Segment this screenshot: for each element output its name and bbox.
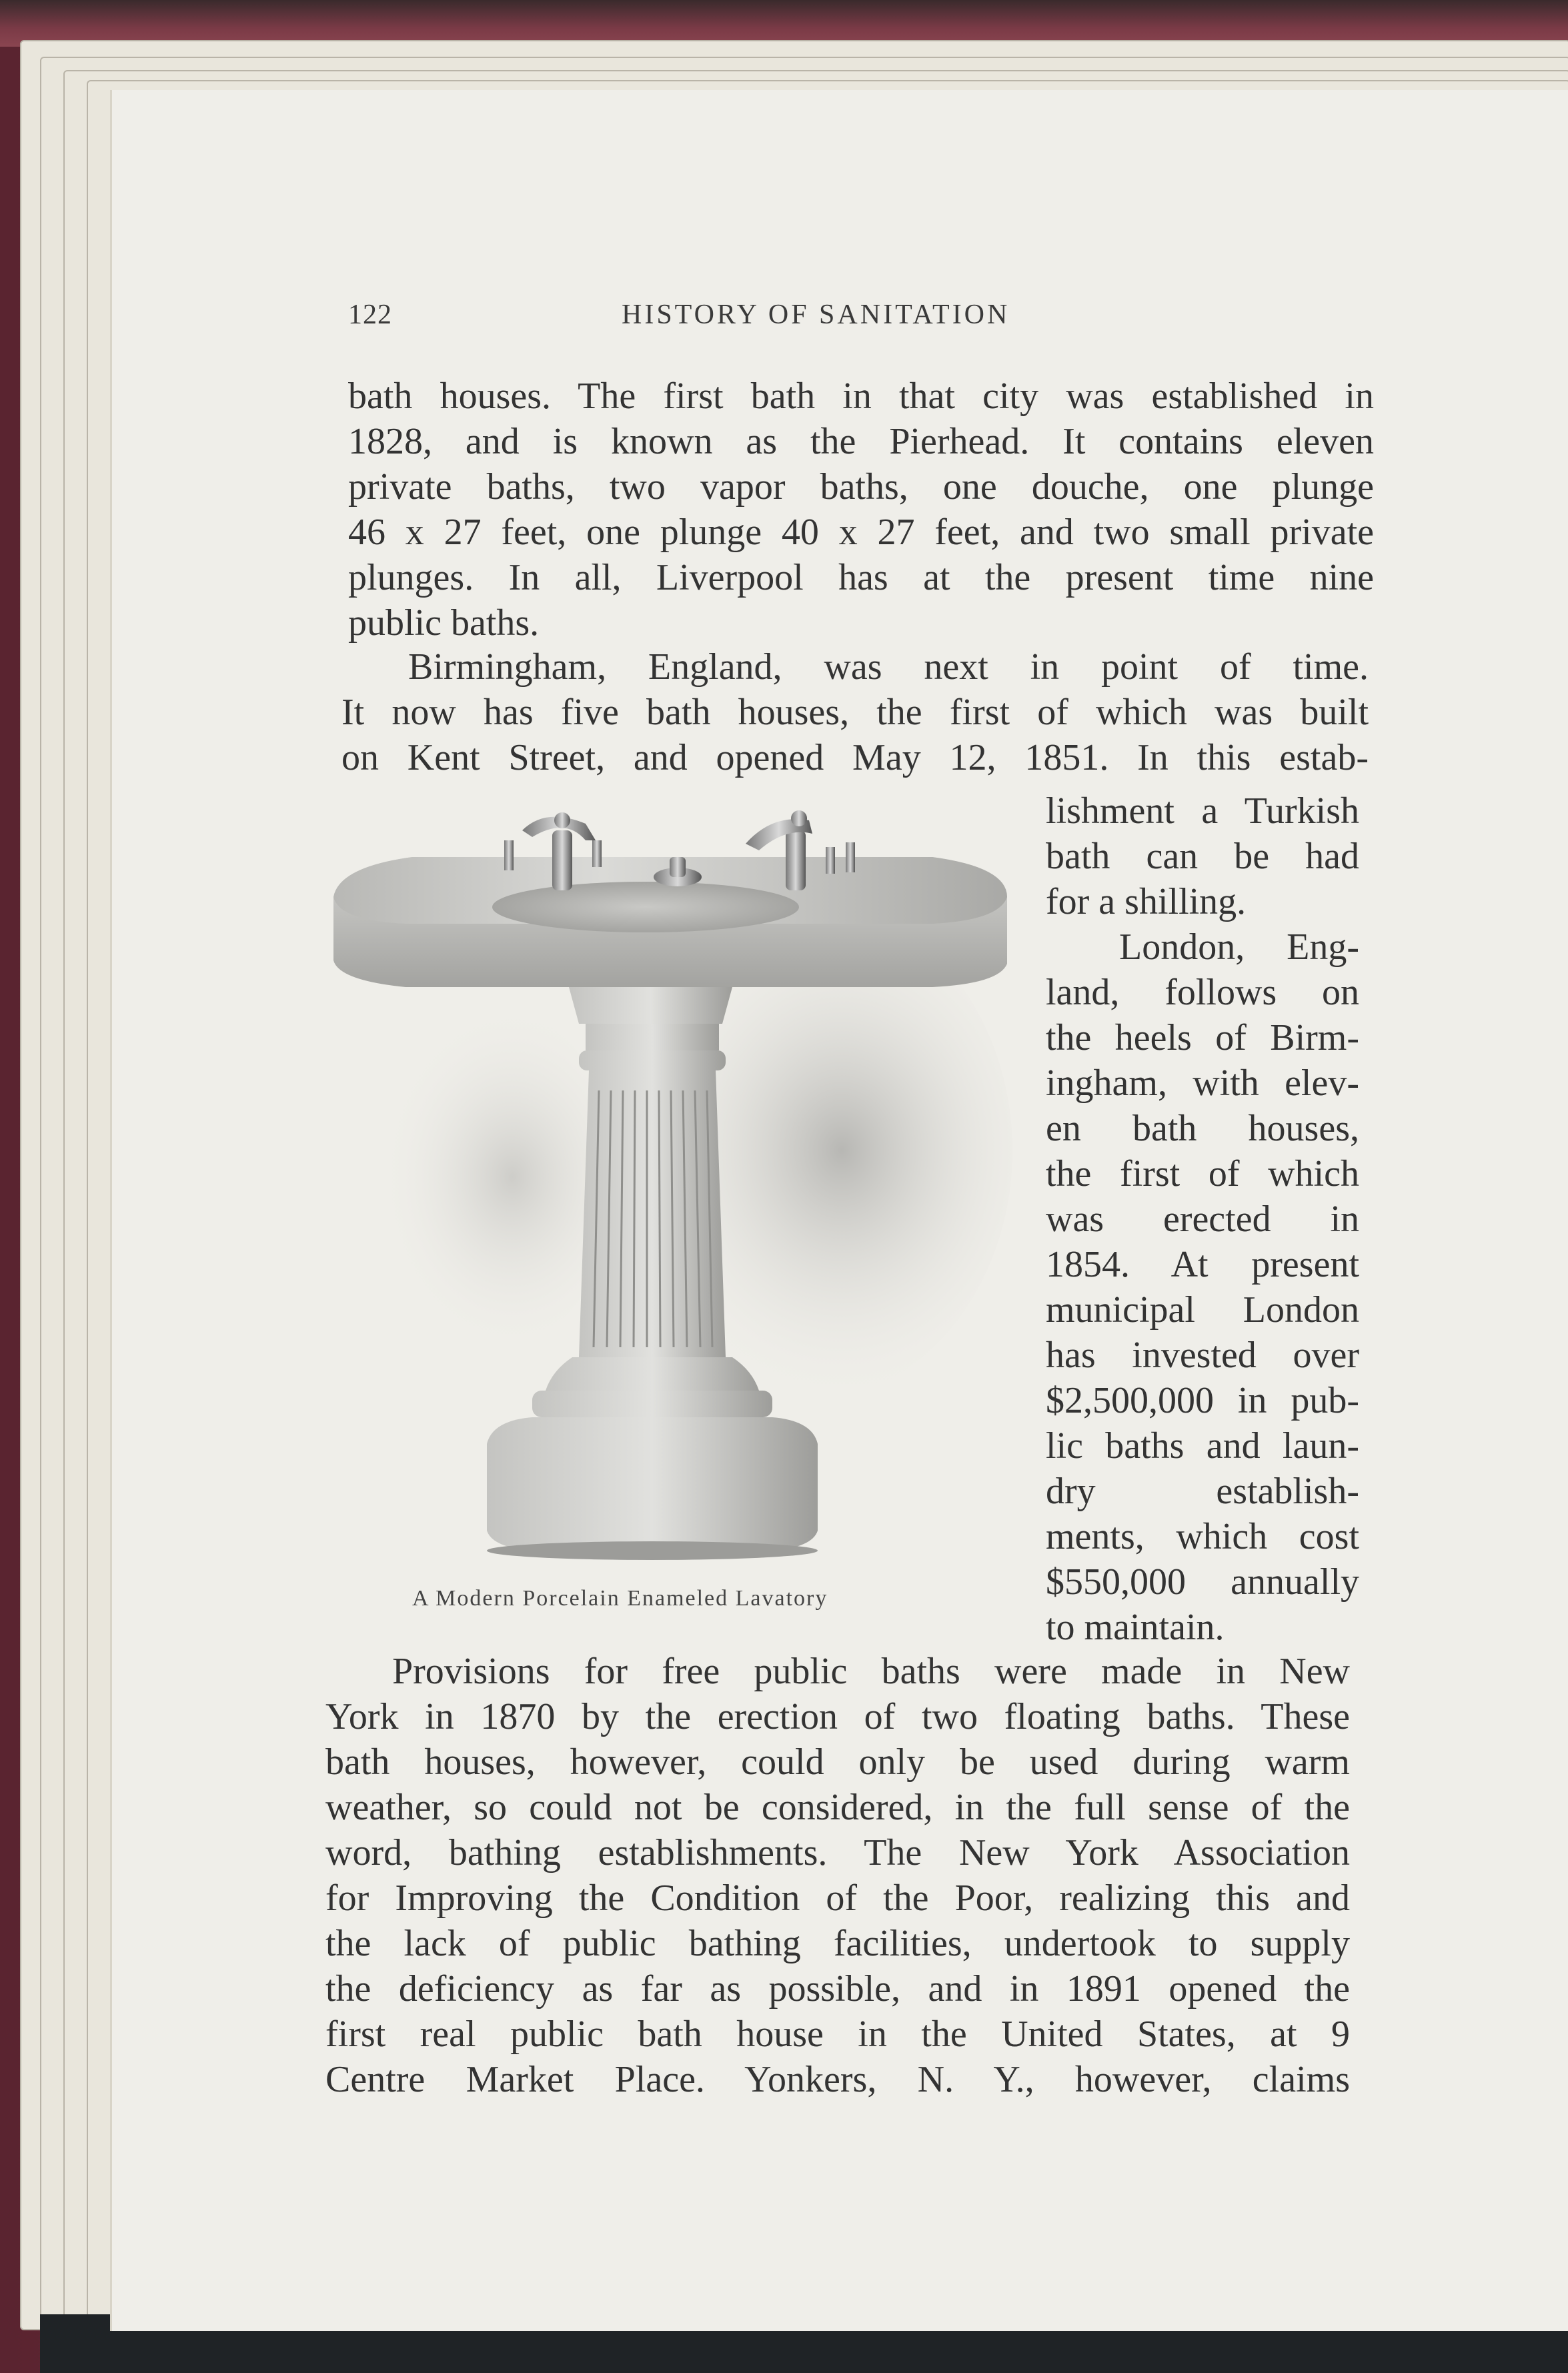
text-line: ments, which cost xyxy=(1046,1516,1359,1557)
text-line: was erected in xyxy=(1046,1199,1359,1240)
text-line: en bath houses, xyxy=(1046,1108,1359,1149)
text-line: $2,500,000 in pub- xyxy=(1046,1380,1359,1421)
birmingham-paragraph xyxy=(341,644,1369,780)
text-line: Centre Market Place. Yonkers, N. Y., however, claims xyxy=(325,2059,1350,2100)
text-line: weather, so could not be considered, in the full sense of the xyxy=(325,1787,1350,1828)
text-line: the first of which xyxy=(1046,1153,1359,1195)
text-line: It now has five bath houses, the first of which was built xyxy=(341,692,1369,733)
text-line: bath houses. The first bath in that city was established in xyxy=(348,375,1374,417)
text-line: for a shilling. xyxy=(1046,881,1247,922)
text-line: 46 x 27 feet, one plunge 40 x 27 feet, and two small private xyxy=(348,512,1374,553)
page-number: 122 xyxy=(348,299,392,330)
text-line: ingham, with elev- xyxy=(1046,1062,1359,1104)
page-header xyxy=(0,299,1568,339)
text-line: $550,000 annually xyxy=(1046,1561,1359,1603)
text-line: word, bathing establishments. The New York Association xyxy=(325,1832,1350,1873)
text-line: private baths, two vapor baths, one douche, one plunge xyxy=(348,466,1374,508)
text-line: for Improving the Condition of the Poor, realizing this and xyxy=(325,1877,1350,1919)
lavatory-image xyxy=(332,804,1026,1571)
running-head: HISTORY OF SANITATION xyxy=(622,299,1010,330)
text-line: to maintain. xyxy=(1046,1607,1225,1648)
text-line: first real public bath house in the United States, at 9 xyxy=(325,2014,1350,2055)
text-line: public baths. xyxy=(348,602,540,644)
text-line: bath houses, however, could only be used during warm xyxy=(325,1741,1350,1783)
side-column xyxy=(1046,788,1359,1650)
text-line: lishment a Turkish xyxy=(1046,790,1359,832)
top-paragraph xyxy=(348,373,1374,646)
text-line: 1828, and is known as the Pierhead. It contains eleven xyxy=(348,421,1374,462)
text-line: Provisions for free public baths were made in New xyxy=(392,1651,1350,1692)
figure-caption: A Modern Porcelain Enameled Lavatory xyxy=(412,1586,828,1611)
text-line: municipal London xyxy=(1046,1289,1359,1331)
bottom-paragraph xyxy=(325,1649,1350,2102)
text-line: dry establish- xyxy=(1046,1471,1359,1512)
text-line: lic baths and laun- xyxy=(1046,1425,1359,1467)
text-line: land, follows on xyxy=(1046,972,1359,1013)
text-line: the heels of Birm- xyxy=(1046,1017,1359,1058)
text-line: bath can be had xyxy=(1046,836,1359,877)
text-line: the lack of public bathing facilities, undertook to supply xyxy=(325,1923,1350,1964)
text-line: has invested over xyxy=(1046,1335,1359,1376)
text-line: 1854. At present xyxy=(1046,1244,1359,1285)
text-line: London, Eng- xyxy=(1119,926,1359,968)
text-line: Birmingham, England, was next in point of time. xyxy=(408,646,1369,688)
text-line: plunges. In all, Liverpool has at the present time nine xyxy=(348,557,1374,598)
text-line: York in 1870 by the erection of two floating baths. These xyxy=(325,1696,1350,1737)
text-line: the deficiency as far as possible, and in 1891 opened the xyxy=(325,1968,1350,2010)
text-line: on Kent Street, and opened May 12, 1851. In this estab- xyxy=(341,737,1369,778)
lavatory-illustration xyxy=(332,804,1026,1571)
